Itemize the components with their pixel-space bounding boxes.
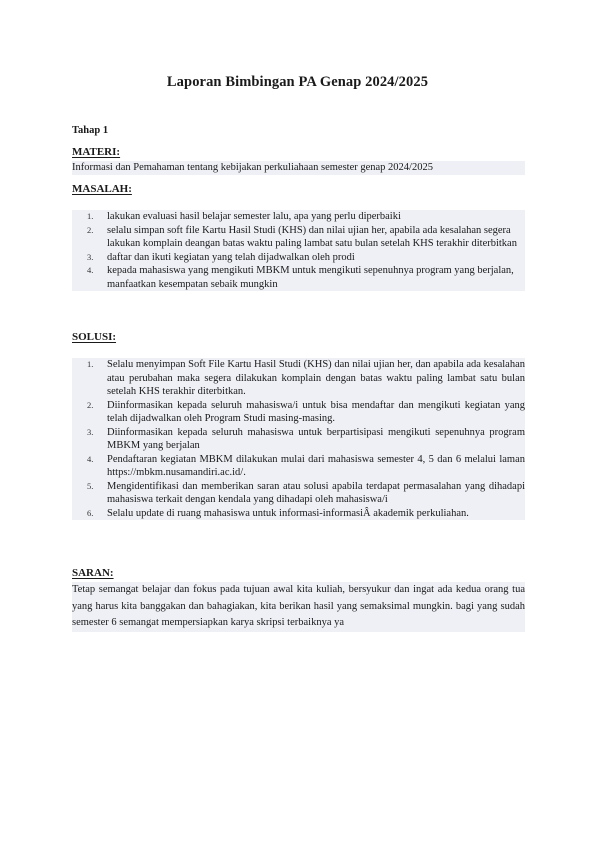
saran-heading: SARAN: [72,567,114,579]
list-item-text: Selalu update di ruang mahasiswa untuk informasi-informasiÂ akademik perkuliahan. [107,507,469,519]
list-number: 5. [87,480,94,491]
document-title: Laporan Bimbingan PA Genap 2024/2025 [166,74,429,90]
masalah-item [72,251,525,265]
list-number: 4. [87,453,94,464]
solusi-list [72,358,525,520]
list-item-text: daftar dan ikuti kegiatan yang telah dijadwalkan oleh prodi [107,251,355,263]
list-item-text: Diinformasikan kepada seluruh mahasiswa/i untuk bisa mendaftar dan mengikuti kegiatan yang telah dijadwalkan oleh Program Studi masing-masing. [107,399,525,424]
saran-text: Tetap semangat belajar dan fokus pada tujuan awal kita kuliah, bersyukur dan ingat ada kedua orang tua yang harus kita banggakan dan bahagiakan, kita berikan hasil yang semaksimal mungkin. bagi yang sudah semester 6 semangat mempersiapkan karya skripsi terbaiknya ya [72,582,525,632]
list-item-text: selalu simpan soft file Kartu Hasil Studi (KHS) dan nilai ujian her, apabila ada kesalahan segera lakukan komplain deangan batas waktu paling lambat satu bulan setelah KHS terakhir diterbitkan [107,224,517,249]
list-item-text: Pendaftaran kegiatan MBKM dilakukan mulai dari mahasiswa semester 4, 5 dan 6 melalui laman https://mbkm.nusamandiri.ac.id/. [107,453,525,478]
solusi-item [72,480,525,507]
solusi-item [72,426,525,453]
stage-label: Tahap 1 [72,125,109,136]
list-item-text: Selalu menyimpan Soft File Kartu Hasil Studi (KHS) dan nilai ujian her, dan apabila ada kesalahan atau perubahan maka segera dilakukan komplain dengan batas waktu paling lambat satu bulan setelah KHS terakhir diterbitkan. [107,359,525,397]
masalah-heading: MASALAH: [72,183,132,195]
list-number: 6. [87,507,94,518]
masalah-item [72,210,525,224]
masalah-list [72,210,525,291]
list-item-text: lakukan evaluasi hasil belajar semester lalu, apa yang perlu diperbaiki [107,211,401,222]
solusi-heading: SOLUSI: [72,331,117,343]
list-number: 3. [87,426,94,437]
masalah-item [72,264,525,291]
list-item-text: kepada mahasiswa yang mengikuti MBKM untuk mengikuti sepenuhnya program yang berjalan, manfaatkan kesempatan sebaik mungkin [107,265,514,290]
list-item-text: Diinformasikan kepada seluruh mahasiswa untuk berpartisipasi mengikuti sepenuhnya program MBKM yang berjalan [107,426,525,451]
list-number: 1. [87,359,94,369]
list-number: 1. [87,211,94,221]
materi-heading: MATERI: [72,146,121,158]
solusi-item [72,358,525,399]
solusi-item [72,399,525,426]
materi-text: Informasi dan Pemahaman tentang kebijakan perkuliahaan semester genap 2024/2025 [72,161,525,175]
list-item-text: Mengidentifikasi dan memberikan saran atau solusi apabila terdapat permasalahan yang dihadapi mahasiswa terkait dengan kendala yang dihadapi oleh mahasiswa/i [107,480,525,505]
list-number: 2. [87,224,94,235]
list-number: 3. [87,251,94,262]
solusi-item [72,507,525,521]
list-number: 4. [87,265,94,275]
solusi-item [72,453,525,480]
masalah-item [72,224,525,251]
list-number: 2. [87,399,94,410]
